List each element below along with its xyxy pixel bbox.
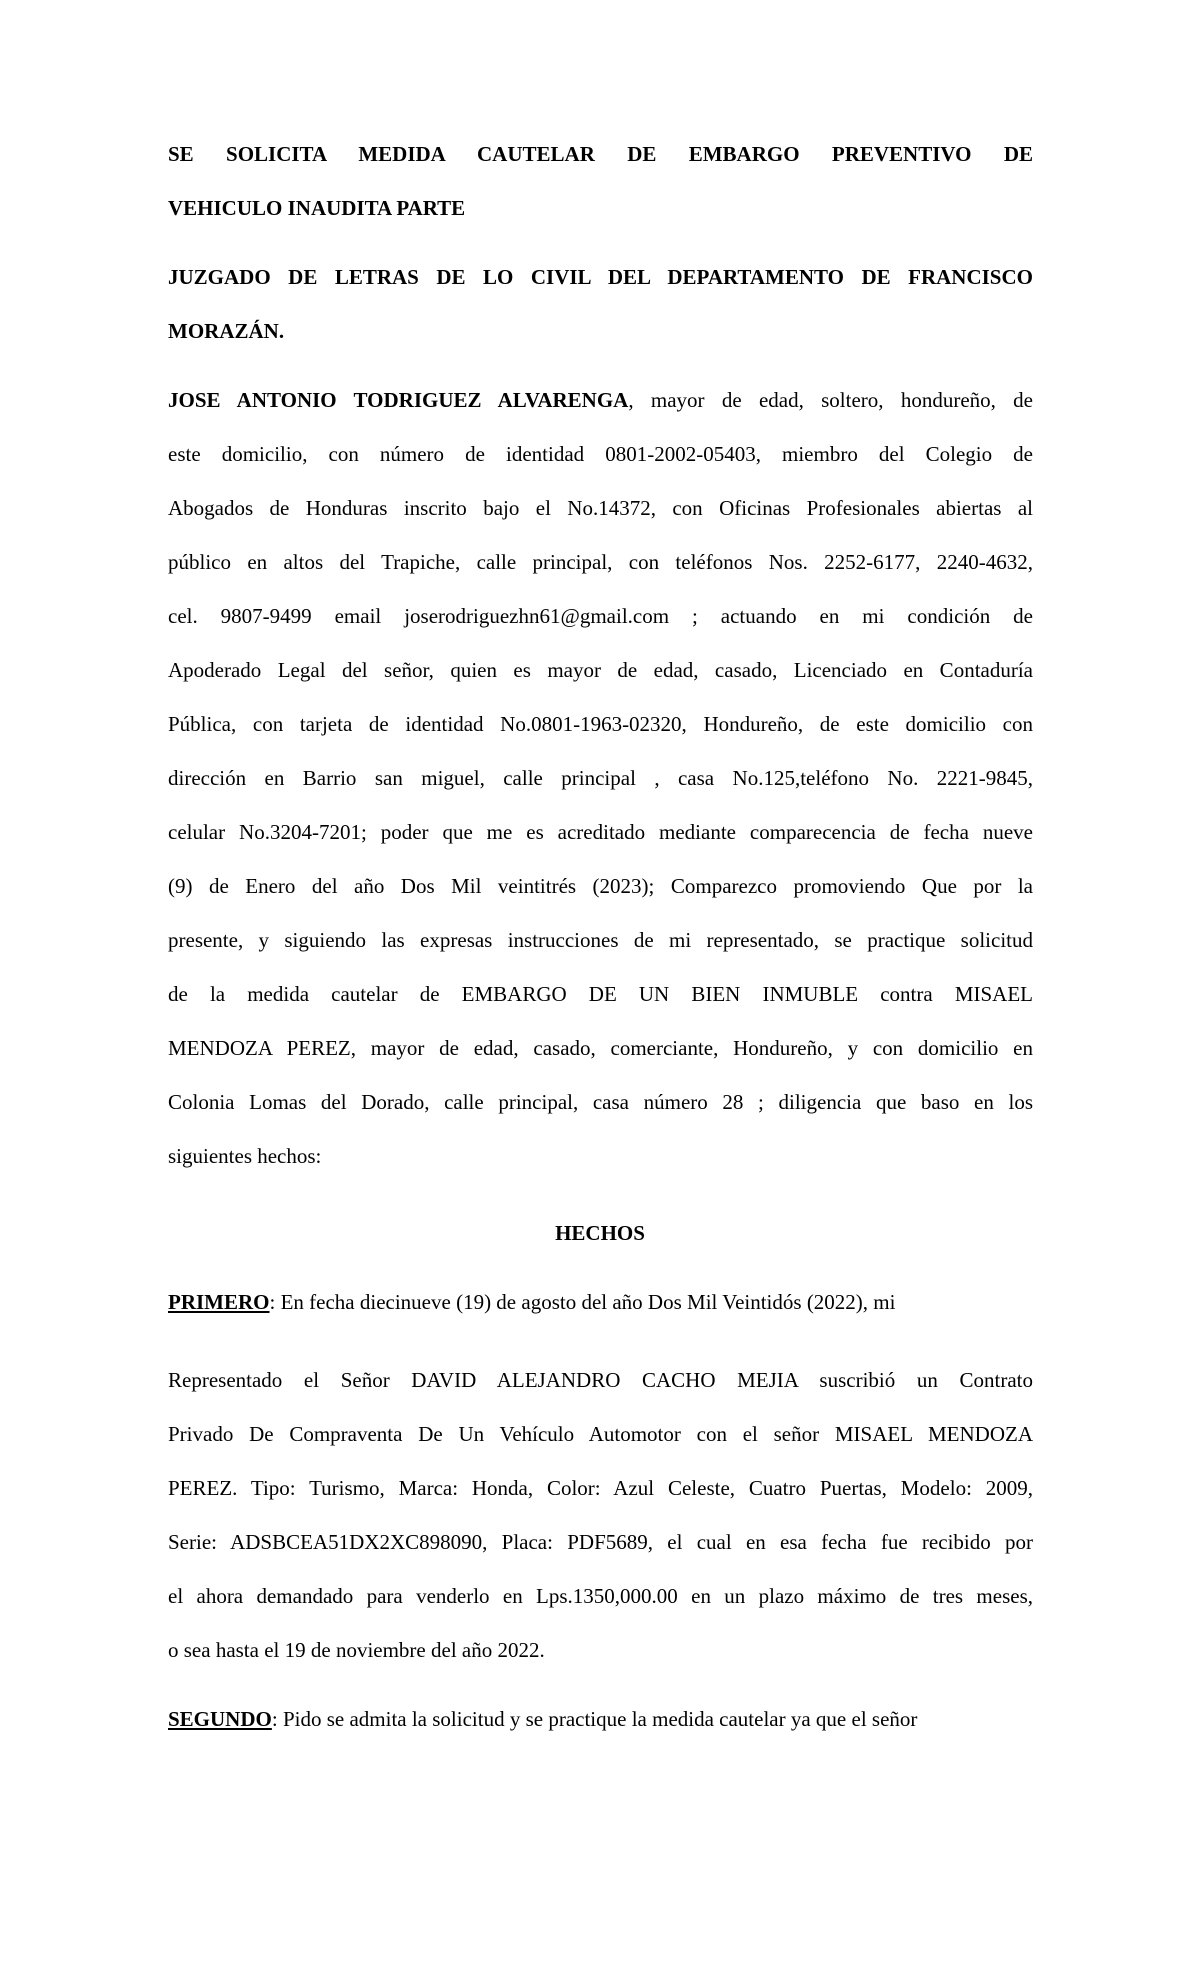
intro-line: Pública, con tarjeta de identidad No.0801-1963-02320, Hondureño, de este domicilio con — [168, 712, 1033, 736]
primero-line: Representado el Señor DAVID ALEJANDRO CACHO MEJIA suscribió un Contrato — [168, 1368, 1033, 1392]
intro-line: MENDOZA PEREZ, mayor de edad, casado, comerciante, Hondureño, y con domicilio en — [168, 1036, 1033, 1060]
intro-line: Colonia Lomas del Dorado, calle principal, casa número 28 ; diligencia que baso en los — [168, 1090, 1033, 1114]
primero-first-line-text: : En fecha diecinueve (19) de agosto del año Dos Mil Veintidós (2022), mi — [269, 1290, 896, 1314]
primero-line: Serie: ADSBCEA51DX2XC898090, Placa: PDF5689, el cual en esa fecha fue recibido por — [168, 1530, 1033, 1554]
segundo-first-line — [168, 1704, 1033, 1734]
intro-line: este domicilio, con número de identidad 0801-2002-05403, miembro del Colegio de — [168, 442, 1033, 466]
intro-line-1-text: , mayor de edad, soltero, hondureño, de — [628, 388, 1033, 412]
intro-line: Apoderado Legal del señor, quien es mayor de edad, casado, Licenciado en Contaduría — [168, 658, 1033, 682]
primero-line: Privado De Compraventa De Un Vehículo Automotor con el señor MISAEL MENDOZA — [168, 1422, 1033, 1446]
intro-line: presente, y siguiendo las expresas instrucciones de mi representado, se practique solicitud — [168, 928, 1033, 952]
intro-line: siguientes hechos: — [168, 1144, 322, 1168]
hechos-heading: HECHOS — [555, 1221, 645, 1245]
primero-label: PRIMERO — [168, 1290, 270, 1314]
primero-line: PEREZ. Tipo: Turismo, Marca: Honda, Color: Azul Celeste, Cuatro Puertas, Modelo: 2009, — [168, 1476, 1033, 1500]
court-line-2: MORAZÁN. — [168, 319, 285, 343]
intro-line-1 — [168, 385, 1033, 415]
intro-line: Abogados de Honduras inscrito bajo el No.14372, con Oficinas Profesionales abiertas al — [168, 496, 1033, 520]
intro-line: celular No.3204-7201; poder que me es acreditado mediante comparecencia de fecha nueve — [168, 820, 1033, 844]
intro-line: cel. 9807-9499 email joserodriguezhn61@gmail.com ; actuando en mi condición de — [168, 604, 1033, 628]
segundo-label: SEGUNDO — [168, 1707, 272, 1731]
court-line-1: JUZGADO DE LETRAS DE LO CIVIL DEL DEPARTAMENTO DE FRANCISCO — [168, 265, 1033, 289]
intro-line: de la medida cautelar de EMBARGO DE UN BIEN INMUBLE contra MISAEL — [168, 982, 1033, 1006]
intro-line: público en altos del Trapiche, calle principal, con teléfonos Nos. 2252-6177, 2240-4632, — [168, 550, 1033, 574]
title-line-1: SE SOLICITA MEDIDA CAUTELAR DE EMBARGO PREVENTIVO DE — [168, 142, 1033, 166]
primero-first-line — [168, 1287, 1033, 1317]
intro-line: (9) de Enero del año Dos Mil veintitrés (2023); Comparezco promoviendo Que por la — [168, 874, 1033, 898]
primero-line: el ahora demandado para venderlo en Lps.1350,000.00 en un plazo máximo de tres meses, — [168, 1584, 1033, 1608]
intro-line: dirección en Barrio san miguel, calle principal , casa No.125,teléfono No. 2221-9845, — [168, 766, 1033, 790]
segundo-first-line-text: : Pido se admita la solicitud y se practique la medida cautelar ya que el señor — [271, 1707, 918, 1731]
primero-line: o sea hasta el 19 de noviembre del año 2022. — [168, 1638, 545, 1662]
attorney-name: JOSE ANTONIO TODRIGUEZ ALVARENGA — [168, 388, 629, 412]
title-line-2: VEHICULO INAUDITA PARTE — [168, 196, 466, 220]
